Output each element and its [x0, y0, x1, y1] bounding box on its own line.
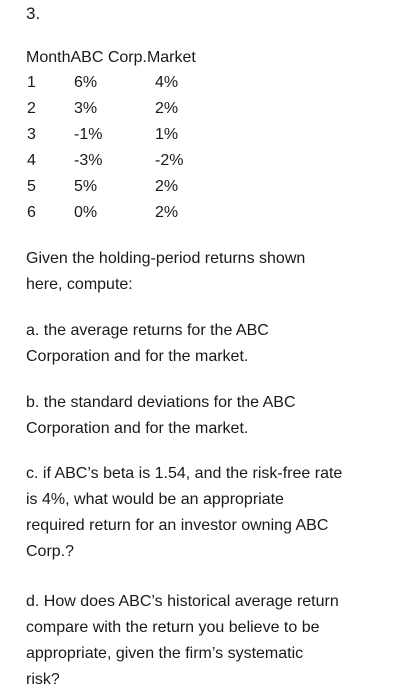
table-header-row	[26, 46, 196, 70]
question-c-line: c. if ABC’s beta is 1.54, and the risk-free rate	[26, 465, 343, 482]
question-d	[26, 589, 396, 693]
question-a-line: a. the average returns for the ABC	[26, 322, 269, 339]
market-return-cell: 2%	[155, 204, 179, 221]
abc-return-cell: 3%	[74, 100, 98, 117]
table-header	[26, 46, 196, 70]
question-c	[26, 461, 396, 565]
abc-return-cell: 0%	[74, 204, 98, 221]
header-month: Month	[26, 49, 71, 66]
question-b	[26, 390, 396, 442]
intro-line: here, compute:	[26, 276, 133, 293]
abc-return-cell: 6%	[74, 74, 98, 91]
question-d-line: risk?	[26, 671, 60, 688]
problem-number: 3.	[26, 4, 41, 23]
abc-return-cell: 5%	[74, 178, 98, 195]
month-cell: 1	[27, 74, 36, 91]
market-return-cell: 4%	[155, 74, 179, 91]
month-cell: 6	[27, 204, 36, 221]
question-b-line: b. the standard deviations for the ABC	[26, 394, 296, 411]
market-return-cell: -2%	[155, 152, 184, 169]
month-cell: 3	[27, 126, 36, 143]
abc-return-cell: -3%	[74, 152, 103, 169]
question-c-line: Corp.?	[26, 543, 75, 560]
question-c-line: is 4%, what would be an appropriate	[26, 491, 284, 508]
intro-text	[26, 246, 396, 298]
question-d-line: appropriate, given the firm’s systematic	[26, 645, 304, 662]
table-row	[26, 200, 196, 226]
question-a	[26, 318, 396, 370]
question-a-line: Corporation and for the market.	[26, 348, 249, 365]
question-d-line: compare with the return you believe to be	[26, 619, 320, 636]
table-row	[26, 174, 196, 200]
table-row	[26, 122, 196, 148]
header-abc-corp: ABC Corp.	[70, 49, 147, 66]
question-c-line: required return for an investor owning ABC	[26, 517, 329, 534]
month-cell: 2	[27, 100, 36, 117]
month-cell: 4	[27, 152, 36, 169]
header-market: Market	[146, 49, 196, 66]
month-cell: 5	[27, 178, 36, 195]
question-d-line: d. How does ABC’s historical average return	[26, 593, 339, 610]
market-return-cell: 2%	[155, 100, 179, 117]
market-return-cell: 2%	[155, 178, 179, 195]
table-row	[26, 70, 196, 96]
question-b-line: Corporation and for the market.	[26, 420, 249, 437]
market-return-cell: 1%	[155, 126, 179, 143]
table-row	[26, 96, 196, 122]
table-row	[26, 148, 196, 174]
abc-return-cell: -1%	[74, 126, 103, 143]
returns-table	[26, 46, 196, 226]
intro-line: Given the holding-period returns shown	[26, 250, 306, 267]
